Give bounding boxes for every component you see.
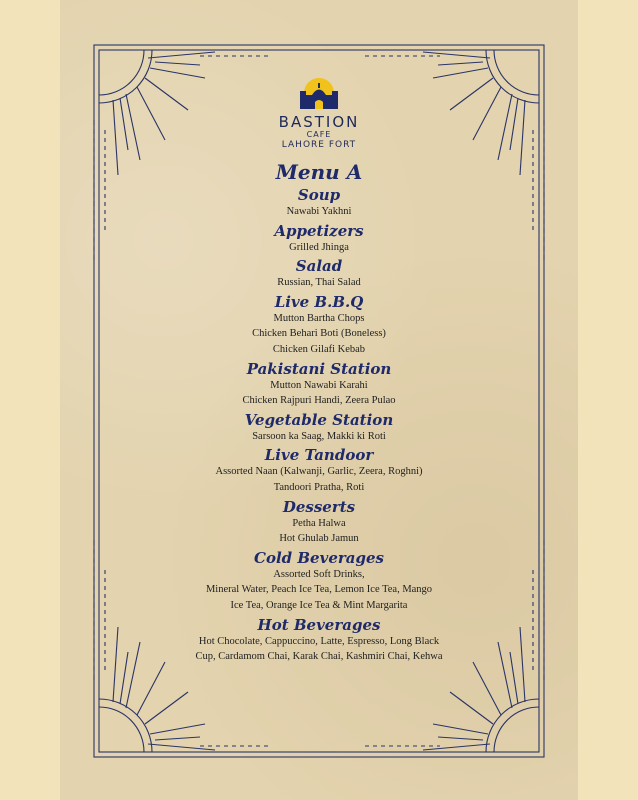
menu-item: Cup, Cardamom Chai, Karak Chai, Kashmiri Chai, Kehwa — [195, 651, 443, 663]
menu-item: Petha Halwa — [292, 517, 346, 529]
menu-item: Grilled Jhinga — [289, 241, 349, 253]
section-title: Live B.B.Q — [274, 292, 364, 311]
brand-name: BASTION — [278, 113, 360, 131]
section-title: Soup — [297, 186, 341, 204]
menu-item: Assorted Soft Drinks, — [273, 568, 365, 580]
menu-item: Mineral Water, Peach Ice Tea, Lemon Ice Tea, Mango — [205, 584, 433, 596]
menu-item: Assorted Naan (Kalwanji, Garlic, Zeera, Roghni) — [215, 466, 423, 478]
menu-sections — [0, 186, 638, 665]
menu-item: Mutton Bartha Chops — [273, 312, 365, 324]
brand-sub: CAFE — [306, 130, 332, 139]
menu-title: Menu A — [275, 160, 363, 184]
menu-item: Chicken Gilafi Kebab — [272, 343, 366, 355]
section-title: Live Tandoor — [264, 446, 374, 465]
section-title: Pakistani Station — [246, 359, 392, 378]
fort-sun-icon — [298, 75, 340, 111]
section-title: Cold Beverages — [254, 548, 384, 567]
section-title: Salad — [295, 257, 343, 276]
menu-item: Ice Tea, Orange Ice Tea & Mint Margarita — [230, 599, 408, 611]
menu-item: Tandoori Pratha, Roti — [273, 481, 365, 493]
menu-content — [0, 160, 638, 665]
section-title: Desserts — [282, 497, 356, 516]
section-title: Hot Beverages — [257, 615, 381, 634]
menu-item: Russian, Thai Salad — [277, 277, 361, 289]
section-title: Vegetable Station — [244, 410, 394, 429]
menu-item: Sarsoon ka Saag, Makki ki Roti — [252, 430, 386, 442]
menu-item: Mutton Nawabi Karahi — [270, 379, 368, 391]
menu-item: Chicken Behari Boti (Boneless) — [252, 328, 386, 340]
section-title: Appetizers — [274, 221, 364, 240]
bastion-logo — [0, 75, 638, 151]
menu-item: Hot Ghulab Jamun — [279, 533, 359, 545]
menu-item: Nawabi Yakhni — [286, 206, 352, 217]
brand-location: LAHORE FORT — [281, 140, 357, 150]
menu-item: Chicken Rajpuri Handi, Zeera Pulao — [242, 395, 396, 407]
menu-item: Hot Chocolate, Cappuccino, Latte, Espresso, Long Black — [198, 635, 440, 647]
